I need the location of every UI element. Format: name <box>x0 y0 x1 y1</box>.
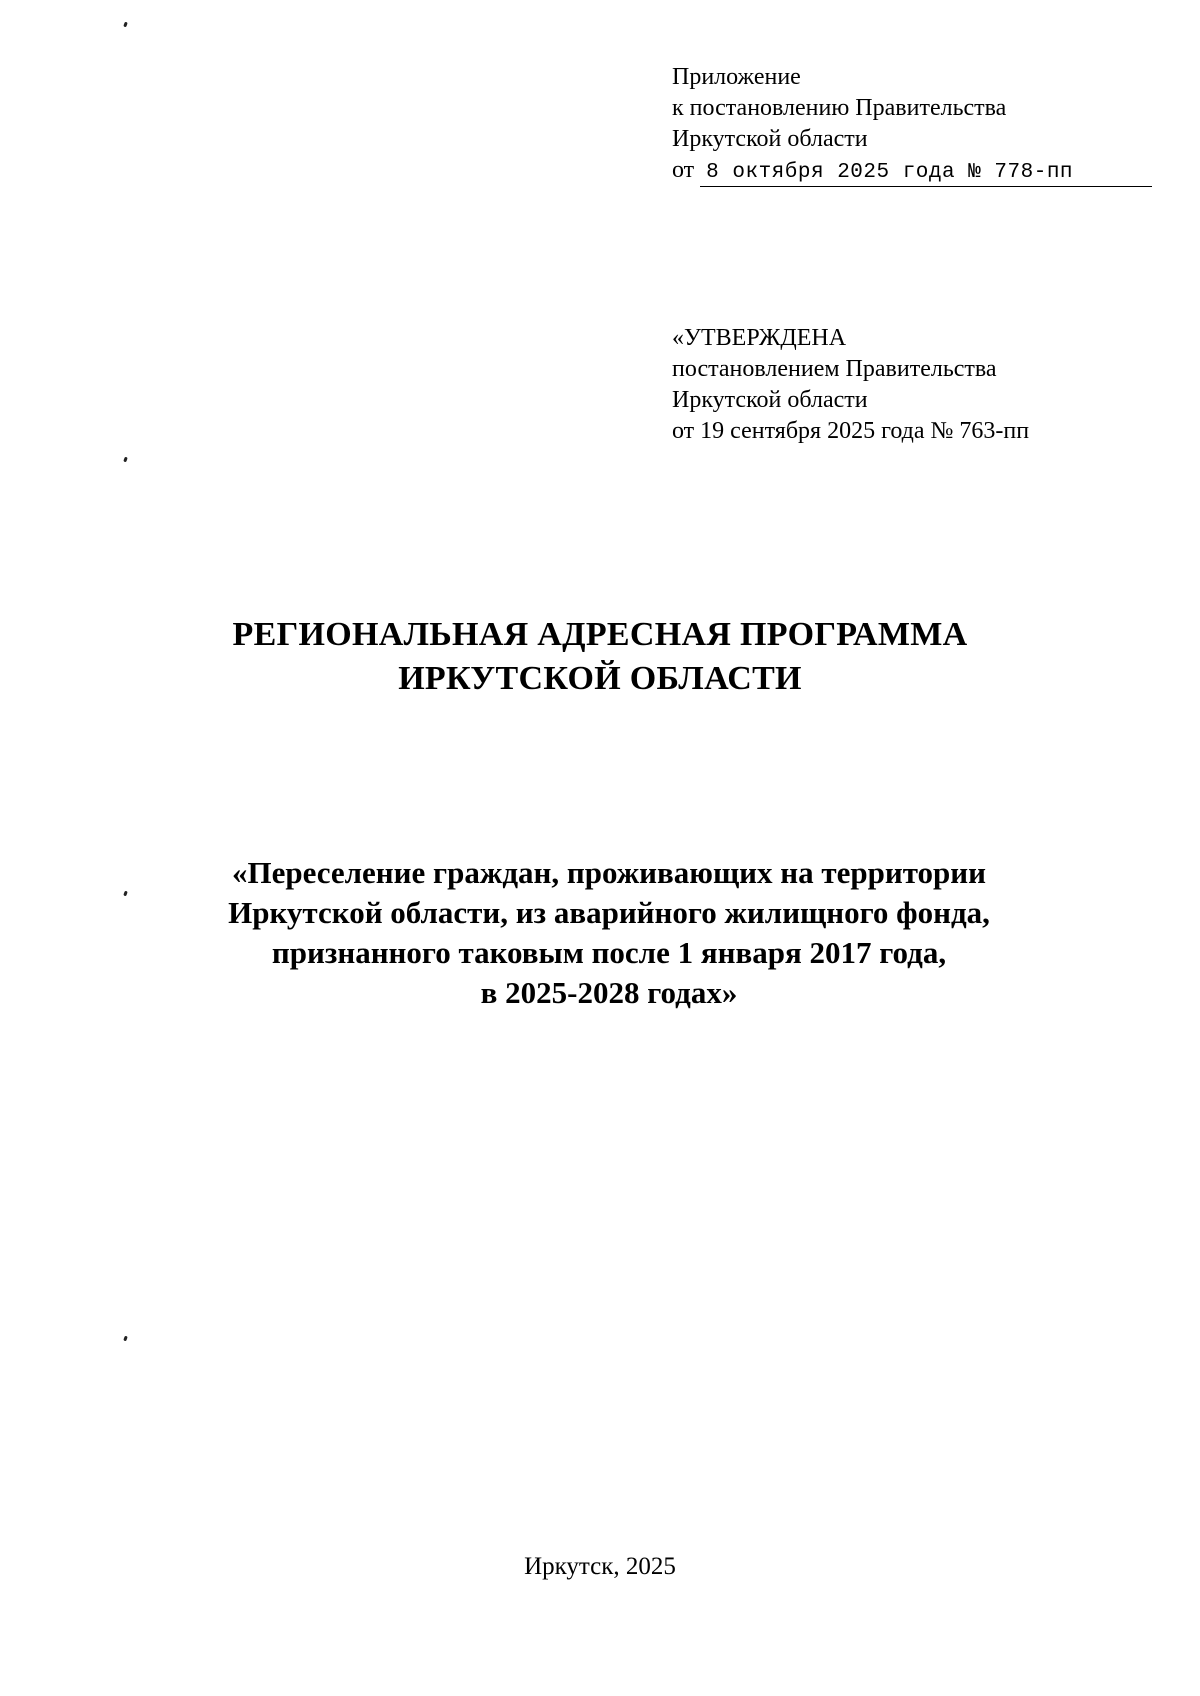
title-line: РЕГИОНАЛЬНАЯ АДРЕСНАЯ ПРОГРАММА <box>232 616 968 653</box>
appendix-line: к постановлению Правительства <box>672 95 1007 121</box>
approval-stamp-text <box>672 323 1029 447</box>
document-title <box>0 613 1200 701</box>
appendix-date-line <box>672 155 1152 187</box>
appendix-header <box>672 62 1152 187</box>
program-name-line: признанного таковым после 1 января 2017 года, <box>271 935 947 970</box>
appendix-date-prefix: от <box>672 157 695 183</box>
scan-mark <box>123 1336 128 1342</box>
program-name-line: «Переселение граждан, проживающих на территории <box>232 855 986 890</box>
place-and-year: Иркутск, 2025 <box>524 1553 676 1580</box>
scan-mark <box>123 22 128 28</box>
approved-line: постановлением Правительства <box>672 356 997 382</box>
program-name-line: Иркутской области, из аварийного жилищного фонда, <box>228 895 990 930</box>
appendix-line: Приложение <box>672 64 801 90</box>
scan-mark <box>123 457 128 463</box>
program-name <box>0 853 1200 1013</box>
appendix-date-value: 8 октября 2025 года № 778-пп <box>700 160 1152 187</box>
approved-line: Иркутской области <box>672 387 868 413</box>
appendix-line: Иркутской области <box>672 126 868 152</box>
approved-line: «УТВЕРЖДЕНА <box>672 325 847 351</box>
title-line: ИРКУТСКОЙ ОБЛАСТИ <box>398 660 802 697</box>
program-name-line: в 2025-2028 годах» <box>480 975 738 1010</box>
approved-date-line: от 19 сентября 2025 года № 763-пп <box>672 418 1030 444</box>
